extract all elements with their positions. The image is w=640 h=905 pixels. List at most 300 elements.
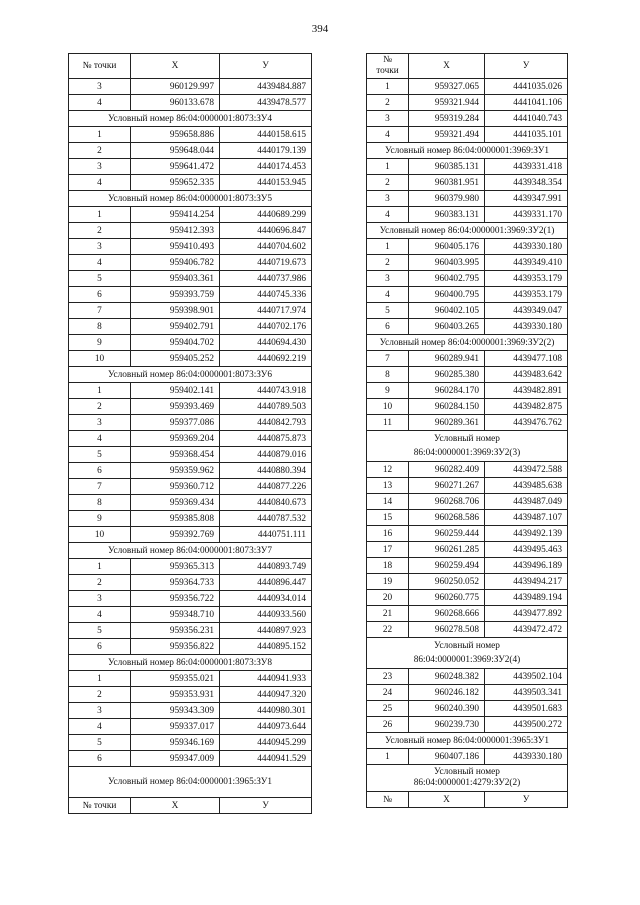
point-number: 5 [69,623,131,639]
table-row [69,527,312,543]
x-coordinate: 959377.086 [131,415,220,431]
y-coordinate: 4441040.743 [485,111,568,127]
table-row [367,415,568,431]
y-coordinate: 4439487.107 [485,510,568,526]
y-coordinate: 4440694.430 [220,335,312,351]
table-row [69,95,312,111]
point-number: 18 [367,558,409,574]
y-coordinate: 4439503.341 [485,685,568,701]
point-number: 4 [69,255,131,271]
y-coordinate: 4440893.749 [220,559,312,575]
y-coordinate: 4439495.463 [485,542,568,558]
point-number: 25 [367,701,409,717]
x-coordinate: 960403.995 [409,255,485,271]
point-number: 1 [69,383,131,399]
point-number: 9 [367,383,409,399]
y-coordinate: 4440745.336 [220,287,312,303]
column-header: X [409,54,485,79]
point-number: 1 [69,207,131,223]
table-row [367,287,568,303]
point-number: 15 [367,510,409,526]
section-row [367,765,568,792]
y-coordinate: 4440945.299 [220,735,312,751]
y-coordinate: 4440704.602 [220,239,312,255]
table-header-row [69,54,312,79]
point-number: 7 [367,351,409,367]
y-coordinate: 4440947.320 [220,687,312,703]
y-coordinate: 4440153.945 [220,175,312,191]
table-row [69,591,312,607]
column-header: № точки [367,54,409,79]
point-number: 1 [367,159,409,175]
table-row [69,127,312,143]
x-coordinate: 959641.472 [131,159,220,175]
table-row [367,191,568,207]
y-coordinate: 4439353.179 [485,287,568,303]
table-footer-row [367,792,568,808]
y-coordinate: 4439489.194 [485,590,568,606]
y-coordinate: 4439331.170 [485,207,568,223]
section-title: Условный номер 86:04:0000001:3969:ЗУ2(4) [367,638,568,669]
point-number: 1 [367,749,409,765]
x-coordinate: 959321.494 [409,127,485,143]
point-number: 3 [69,239,131,255]
x-coordinate: 959347.009 [131,751,220,767]
table-row [69,159,312,175]
x-coordinate: 959392.769 [131,527,220,543]
y-coordinate: 4440717.974 [220,303,312,319]
x-coordinate: 960385.131 [409,159,485,175]
section-title: Условный номер 86:04:0000001:8073:ЗУ4 [69,111,312,127]
section-title: Условный номер 86:04:0000001:3965:ЗУ1 [69,767,312,798]
y-coordinate: 4440877.226 [220,479,312,495]
x-coordinate: 959319.284 [409,111,485,127]
table-row [367,159,568,175]
table-row [69,399,312,415]
table-row [367,494,568,510]
table-row [367,207,568,223]
section-row [367,733,568,749]
y-coordinate: 4439487.049 [485,494,568,510]
x-coordinate: 960284.150 [409,399,485,415]
point-number: 11 [367,415,409,431]
table-row [69,511,312,527]
table-row [367,239,568,255]
x-coordinate: 959356.231 [131,623,220,639]
table-row [69,623,312,639]
table-row [69,207,312,223]
section-row [69,191,312,207]
table-row [69,671,312,687]
y-coordinate: 4439472.588 [485,462,568,478]
section-title: Условный номер 86:04:0000001:3965:ЗУ1 [367,733,568,749]
table-row [367,351,568,367]
section-title: Условный номер 86:04:0000001:8073:ЗУ5 [69,191,312,207]
column-header: № точки [69,54,131,79]
x-coordinate: 960289.361 [409,415,485,431]
table-row [69,463,312,479]
x-coordinate: 960248.382 [409,669,485,685]
point-number: 2 [69,399,131,415]
y-coordinate: 4440980.301 [220,703,312,719]
table-row [69,239,312,255]
point-number: 9 [69,335,131,351]
table-row [69,751,312,767]
column-header: У [485,54,568,79]
point-number: 1 [69,671,131,687]
y-coordinate: 4439331.418 [485,159,568,175]
point-number: 6 [69,751,131,767]
point-number: 23 [367,669,409,685]
x-coordinate: 959346.169 [131,735,220,751]
table-row [69,319,312,335]
table-row [367,367,568,383]
table-row [367,590,568,606]
point-number: 1 [367,79,409,95]
x-coordinate: 959359.962 [131,463,220,479]
y-coordinate: 4440879.016 [220,447,312,463]
y-coordinate: 4441035.026 [485,79,568,95]
point-number: 6 [69,639,131,655]
y-coordinate: 4439330.180 [485,319,568,335]
y-coordinate: 4439478.577 [220,95,312,111]
point-number: 4 [367,207,409,223]
point-number: 7 [69,479,131,495]
y-coordinate: 4439483.642 [485,367,568,383]
x-coordinate: 960129.997 [131,79,220,95]
table-row [367,558,568,574]
x-coordinate: 960240.390 [409,701,485,717]
y-coordinate: 4439349.410 [485,255,568,271]
x-coordinate: 959404.702 [131,335,220,351]
point-number: 9 [69,511,131,527]
point-number: 4 [69,607,131,623]
table-row [367,383,568,399]
x-coordinate: 959327.065 [409,79,485,95]
table-row [367,271,568,287]
x-coordinate: 959364.733 [131,575,220,591]
table-row [367,319,568,335]
point-number: 3 [69,703,131,719]
y-coordinate: 4440880.394 [220,463,312,479]
x-coordinate: 959348.710 [131,607,220,623]
x-coordinate: 960246.182 [409,685,485,701]
table-row [69,639,312,655]
y-coordinate: 4440737.986 [220,271,312,287]
y-coordinate: 4439485.638 [485,478,568,494]
x-coordinate: 960239.730 [409,717,485,733]
y-coordinate: 4439482.891 [485,383,568,399]
x-coordinate: 960261.285 [409,542,485,558]
point-number: 2 [367,255,409,271]
point-number: 5 [69,735,131,751]
table-row [69,335,312,351]
x-coordinate: 959393.469 [131,399,220,415]
y-coordinate: 4440692.219 [220,351,312,367]
point-number: 2 [367,95,409,111]
table-row [367,303,568,319]
table-row [69,79,312,95]
x-coordinate: 960402.105 [409,303,485,319]
table-row [69,383,312,399]
x-coordinate: 959652.335 [131,175,220,191]
point-number: 2 [69,143,131,159]
table-row [69,479,312,495]
x-coordinate: 959406.782 [131,255,220,271]
x-coordinate: 960285.380 [409,367,485,383]
point-number: 4 [367,127,409,143]
table-row [69,303,312,319]
point-number: 6 [69,287,131,303]
y-coordinate: 4439477.892 [485,606,568,622]
table-row [367,574,568,590]
section-row [367,638,568,669]
section-row [69,767,312,798]
table-row [69,559,312,575]
section-row [69,543,312,559]
x-coordinate: 960383.131 [409,207,485,223]
point-number: 3 [69,79,131,95]
table-row [69,447,312,463]
x-coordinate: 960268.586 [409,510,485,526]
table-row [367,542,568,558]
table-row [69,495,312,511]
point-number: 14 [367,494,409,510]
y-coordinate: 4440840.673 [220,495,312,511]
section-row [367,223,568,239]
column-header: № точки [69,798,131,814]
x-coordinate: 960379.980 [409,191,485,207]
y-coordinate: 4439349.047 [485,303,568,319]
y-coordinate: 4439472.472 [485,622,568,638]
x-coordinate: 959356.722 [131,591,220,607]
point-number: 20 [367,590,409,606]
x-coordinate: 959369.434 [131,495,220,511]
point-number: 10 [69,527,131,543]
y-coordinate: 4440158.615 [220,127,312,143]
column-header: У [220,798,312,814]
point-number: 2 [69,223,131,239]
section-title: Условный номер 86:04:0000001:8073:ЗУ8 [69,655,312,671]
point-number: 4 [69,175,131,191]
table-row [367,255,568,271]
point-number: 6 [69,463,131,479]
y-coordinate: 4440719.673 [220,255,312,271]
column-header: X [131,54,220,79]
table-row [69,143,312,159]
point-number: 3 [69,591,131,607]
section-row [367,143,568,159]
y-coordinate: 4439496.189 [485,558,568,574]
x-coordinate: 959405.252 [131,351,220,367]
section-title: Условный номер 86:04:0000001:3969:ЗУ2(2) [367,335,568,351]
x-coordinate: 959403.361 [131,271,220,287]
section-row [367,335,568,351]
table-row [69,703,312,719]
x-coordinate: 960402.795 [409,271,485,287]
point-number: 22 [367,622,409,638]
point-number: 3 [69,159,131,175]
table-row [69,575,312,591]
x-coordinate: 960405.176 [409,239,485,255]
x-coordinate: 959360.712 [131,479,220,495]
section-title: Условный номер 86:04:0000001:3969:ЗУ2(3) [367,431,568,462]
page-number: 394 [311,23,329,35]
point-number: 3 [69,415,131,431]
y-coordinate: 4440941.933 [220,671,312,687]
x-coordinate: 959337.017 [131,719,220,735]
x-coordinate: 960268.706 [409,494,485,510]
point-number: 4 [69,719,131,735]
y-coordinate: 4440842.793 [220,415,312,431]
column-header: X [131,798,220,814]
y-coordinate: 4440896.447 [220,575,312,591]
table-footer-row [69,798,312,814]
table-row [367,478,568,494]
point-number: 2 [69,575,131,591]
point-number: 26 [367,717,409,733]
section-row [69,655,312,671]
x-coordinate: 959398.901 [131,303,220,319]
section-row [367,431,568,462]
point-number: 4 [367,287,409,303]
x-coordinate: 959402.141 [131,383,220,399]
section-title: Условный номер 86:04:0000001:3969:ЗУ2(1) [367,223,568,239]
point-number: 5 [367,303,409,319]
y-coordinate: 4439492.139 [485,526,568,542]
x-coordinate: 959343.309 [131,703,220,719]
table-row [367,685,568,701]
y-coordinate: 4440174.453 [220,159,312,175]
point-number: 7 [69,303,131,319]
y-coordinate: 4440696.847 [220,223,312,239]
x-coordinate: 959356.822 [131,639,220,655]
y-coordinate: 4439330.180 [485,749,568,765]
point-number: 12 [367,462,409,478]
table-row [367,669,568,685]
point-number: 3 [367,271,409,287]
y-coordinate: 4440702.176 [220,319,312,335]
point-number: 4 [69,95,131,111]
point-number: 24 [367,685,409,701]
table-row [69,607,312,623]
coordinates-table-left [68,53,312,814]
table-row [69,415,312,431]
point-number: 3 [367,191,409,207]
table-row [69,255,312,271]
y-coordinate: 4440934.014 [220,591,312,607]
y-coordinate: 4439347.991 [485,191,568,207]
x-coordinate: 959368.454 [131,447,220,463]
x-coordinate: 959365.313 [131,559,220,575]
table-row [367,622,568,638]
point-number: 5 [69,271,131,287]
y-coordinate: 4439353.179 [485,271,568,287]
point-number: 2 [69,687,131,703]
point-number: 1 [367,239,409,255]
y-coordinate: 4439330.180 [485,239,568,255]
x-coordinate: 960284.170 [409,383,485,399]
point-number: 19 [367,574,409,590]
table-row [367,510,568,526]
y-coordinate: 4440933.560 [220,607,312,623]
x-coordinate: 960268.666 [409,606,485,622]
x-coordinate: 960282.409 [409,462,485,478]
x-coordinate: 959414.254 [131,207,220,223]
y-coordinate: 4439348.354 [485,175,568,191]
table-row [367,462,568,478]
point-number: 10 [69,351,131,367]
x-coordinate: 960289.941 [409,351,485,367]
column-header: У [220,54,312,79]
point-number: 21 [367,606,409,622]
table-header-row [367,54,568,79]
table-row [367,606,568,622]
column-header: У [485,792,568,808]
x-coordinate: 959353.931 [131,687,220,703]
x-coordinate: 960259.494 [409,558,485,574]
table-row [367,717,568,733]
point-number: 5 [69,447,131,463]
y-coordinate: 4440789.503 [220,399,312,415]
x-coordinate: 960403.265 [409,319,485,335]
x-coordinate: 959321.944 [409,95,485,111]
point-number: 8 [69,495,131,511]
y-coordinate: 4439494.217 [485,574,568,590]
section-row [69,367,312,383]
x-coordinate: 960278.508 [409,622,485,638]
table-row [367,399,568,415]
section-title: Условный номер 86:04:0000001:8073:ЗУ7 [69,543,312,559]
section-title: Условный номер 86:04:0000001:8073:ЗУ6 [69,367,312,383]
section-row [69,111,312,127]
table-row [69,351,312,367]
y-coordinate: 4439501.683 [485,701,568,717]
x-coordinate: 960260.775 [409,590,485,606]
table-row [367,701,568,717]
table-row [69,175,312,191]
y-coordinate: 4440941.529 [220,751,312,767]
x-coordinate: 960381.951 [409,175,485,191]
point-number: 10 [367,399,409,415]
table-row [69,687,312,703]
x-coordinate: 960407.186 [409,749,485,765]
point-number: 16 [367,526,409,542]
y-coordinate: 4440179.139 [220,143,312,159]
y-coordinate: 4440895.152 [220,639,312,655]
y-coordinate: 4439502.104 [485,669,568,685]
y-coordinate: 4441035.101 [485,127,568,143]
table-row [69,223,312,239]
y-coordinate: 4440875.873 [220,431,312,447]
table-row [69,719,312,735]
x-coordinate: 959410.493 [131,239,220,255]
y-coordinate: 4439476.762 [485,415,568,431]
point-number: 4 [69,431,131,447]
point-number: 17 [367,542,409,558]
table-row [367,175,568,191]
table-row [367,95,568,111]
x-coordinate: 959402.791 [131,319,220,335]
y-coordinate: 4439500.272 [485,717,568,733]
y-coordinate: 4440897.923 [220,623,312,639]
table-row [367,79,568,95]
x-coordinate: 960133.678 [131,95,220,111]
y-coordinate: 4440973.644 [220,719,312,735]
table-row [69,271,312,287]
table-row [367,526,568,542]
point-number: 8 [367,367,409,383]
